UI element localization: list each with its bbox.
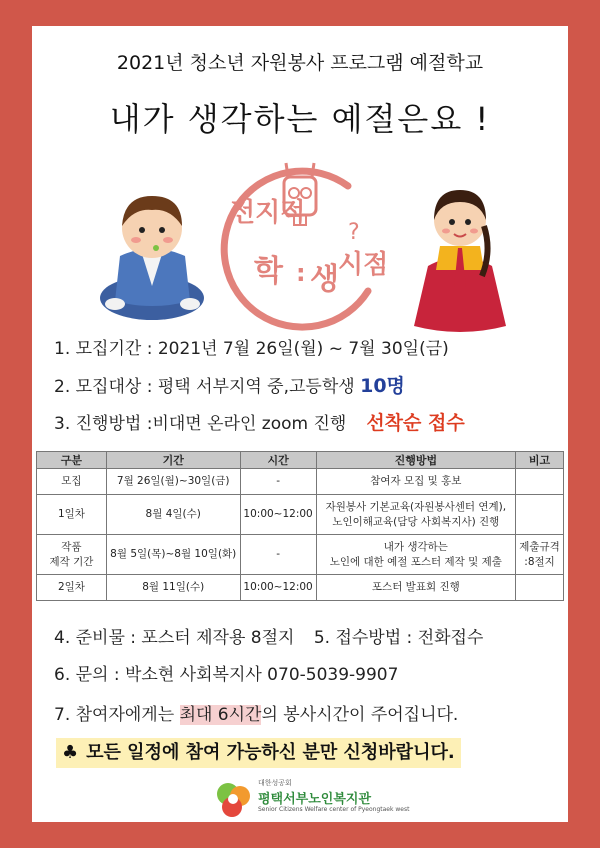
schedule-cell-method-line1: 포스터 발표회 진행 <box>371 581 460 593</box>
organization-parent: 대한성공회 <box>258 779 292 787</box>
welfare-center-logo-icon <box>214 780 254 820</box>
organization-logo <box>214 778 414 822</box>
table-row <box>37 495 564 535</box>
logo-text-colon: : <box>296 259 306 287</box>
club-icon: ♣ <box>62 742 79 763</box>
poster <box>32 26 568 822</box>
schedule-cell-category: 모집 <box>37 469 107 495</box>
schedule-header-category: 구분 <box>37 452 107 469</box>
logo-question-mark: ? <box>348 220 360 245</box>
girl-in-hanbok-illustration <box>410 176 510 336</box>
info-method <box>54 408 465 435</box>
schedule-cell-period: 8월 11일(수) <box>106 575 240 601</box>
info-volunteer-hours-highlight: 최대 6시간 <box>179 705 262 725</box>
schedule-header-time: 시간 <box>240 452 316 469</box>
info-supplies: 4. 준비물 : 포스터 제작용 8절지 <box>54 628 295 648</box>
schedule-cell-category <box>37 535 107 575</box>
schedule-cell-category-line2: 제작 기간 <box>49 555 94 568</box>
schedule-cell-category-line1: 작품 <box>61 540 82 553</box>
logo-text-hak: 학 <box>254 254 283 289</box>
schedule-cell-method-line2: 노인이해교육(담당 사회복지사) 진행 <box>332 515 500 528</box>
schedule-cell-time: 10:00~12:00 <box>240 495 316 535</box>
info-volunteer-hours-post: 의 봉사시간이 주어집니다. <box>261 705 459 725</box>
schedule-cell-method <box>316 535 516 575</box>
schedule-cell-category: 2일차 <box>37 575 107 601</box>
poster-headline: 내가 생각하는 예절은요 ! <box>109 100 491 138</box>
schedule-cell-method <box>316 495 516 535</box>
schedule-table <box>36 451 564 601</box>
info-application-method: 5. 접수방법 : 전화접수 <box>313 628 484 648</box>
schedule-header-note: 비고 <box>516 452 564 469</box>
schedule-cell-note-line2: :8절지 <box>524 555 555 568</box>
notice-text: 모든 일정에 참여 가능하신 분만 신청바랍니다. <box>86 742 455 763</box>
info-recruit-count: 10명 <box>360 375 405 397</box>
table-row <box>37 575 564 601</box>
schedule-cell-method-line1: 내가 생각하는 <box>383 540 448 553</box>
notice-banner <box>56 738 461 768</box>
organization-name: 평택서부노인복지관 <box>258 792 372 807</box>
schedule-cell-note <box>516 469 564 495</box>
info-contact: 6. 문의 : 박소현 사회복지사 070-5039-9907 <box>54 665 399 685</box>
poster-subtitle: 2021년 청소년 자원봉사 프로그램 예절학교 <box>116 52 484 74</box>
schedule-header-method: 진행방법 <box>316 452 516 469</box>
schedule-cell-method-line1: 자원봉사 기본교육(자원봉사센터 연계), <box>325 500 507 513</box>
schedule-cell-method <box>316 575 516 601</box>
schedule-cell-method-line1: 참여자 모집 및 홍보 <box>370 475 462 487</box>
info-volunteer-hours-pre: 7. 참여자에게는 <box>54 705 180 725</box>
schedule-cell-period: 7월 26일(월)~30일(금) <box>106 469 240 495</box>
schedule-header-row <box>37 452 564 469</box>
schedule-cell-period: 8월 4일(수) <box>106 495 240 535</box>
schedule-header-period: 기간 <box>106 452 240 469</box>
info-recruit-period: 1. 모집기간 : 2021년 7월 26일(월) ~ 7월 30일(금) <box>54 339 449 359</box>
info-recruit-target <box>54 371 405 398</box>
schedule-cell-method <box>316 469 516 495</box>
schedule-cell-note <box>516 535 564 575</box>
schedule-cell-note <box>516 575 564 601</box>
organization-english-name: Senior Citizens Welfare center of Pyeongtaek west <box>258 806 410 813</box>
schedule-cell-time: - <box>240 535 316 575</box>
logo-text-jeonjijeok: 전지적 <box>230 198 306 228</box>
schedule-cell-period: 8월 5일(목)~8월 10일(화) <box>106 535 240 575</box>
schedule-cell-note-line1: 제출규격 <box>519 540 560 553</box>
table-row <box>37 535 564 575</box>
schedule-cell-method-line2: 노인에 대한 예절 포스터 제작 및 제출 <box>329 555 502 568</box>
table-row <box>37 469 564 495</box>
program-logo <box>198 141 402 341</box>
schedule-cell-note <box>516 495 564 535</box>
logo-text-sijeom: 시점 <box>338 250 389 280</box>
info-first-come: 선착순 접수 <box>366 412 465 434</box>
info-volunteer-hours <box>54 700 458 725</box>
logo-text-saeng: 생 <box>310 262 339 297</box>
info-method-text: 3. 진행방법 :비대면 온라인 zoom 진행 <box>54 414 347 434</box>
schedule-cell-time: - <box>240 469 316 495</box>
info-recruit-target-text: 2. 모집대상 : 평택 서부지역 중,고등학생 <box>54 377 361 397</box>
schedule-cell-time: 10:00~12:00 <box>240 575 316 601</box>
info-supplies-and-application <box>54 623 483 648</box>
schedule-cell-category: 1일차 <box>37 495 107 535</box>
